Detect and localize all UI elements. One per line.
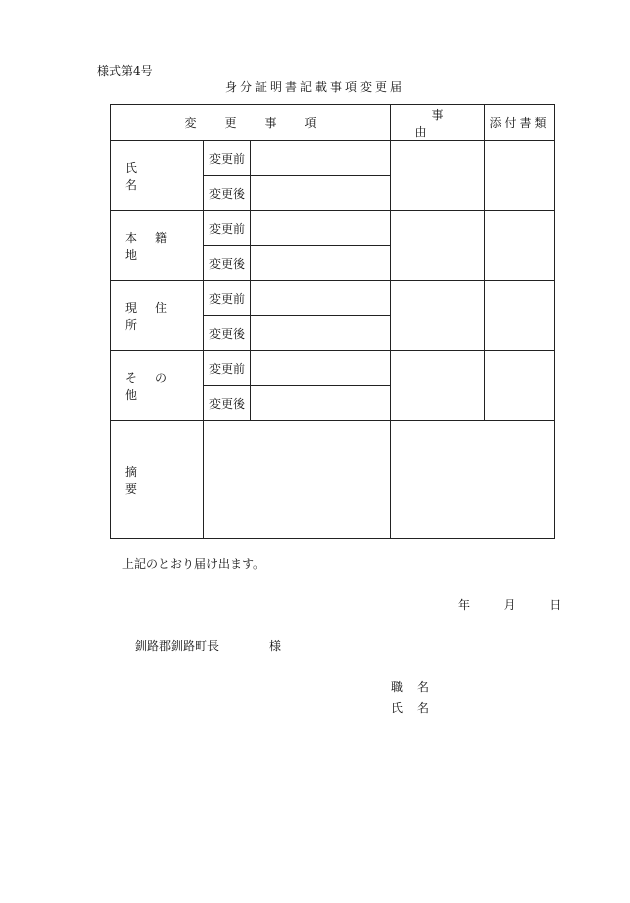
row-label-address: 現住所 (111, 281, 204, 351)
name-label: 氏名 (391, 701, 444, 715)
row-label-domicile: 本籍地 (111, 211, 204, 281)
header-change-items: 変更事項 (111, 105, 391, 141)
domicile-reason-field[interactable] (391, 211, 485, 281)
date-day-label: 日 (549, 598, 562, 612)
change-notification-table (110, 104, 555, 539)
domicile-attachments-field[interactable] (485, 211, 555, 281)
date-month-label: 月 (503, 598, 516, 612)
document-title: 身分証明書記載事項変更届 (224, 80, 405, 94)
address-reason-field[interactable] (391, 281, 485, 351)
before-label: 変更前 (204, 281, 251, 316)
before-label: 変更前 (204, 351, 251, 386)
address-before-field[interactable] (251, 281, 391, 316)
address-after-field[interactable] (251, 316, 391, 351)
other-attachments-field[interactable] (485, 351, 555, 421)
name-attachments-field[interactable] (485, 141, 555, 211)
declaration-statement: 上記のとおり届け出ます。 (122, 557, 266, 571)
address-attachments-field[interactable] (485, 281, 555, 351)
after-label: 変更後 (204, 176, 251, 211)
other-after-field[interactable] (251, 386, 391, 421)
other-reason-field[interactable] (391, 351, 485, 421)
row-label-name: 氏名 (111, 141, 204, 211)
header-attachments: 添付書類 (485, 105, 555, 141)
other-before-field[interactable] (251, 351, 391, 386)
date-year-label: 年 (458, 598, 471, 612)
after-label: 変更後 (204, 246, 251, 281)
recipient-line (135, 637, 281, 654)
name-after-field[interactable] (251, 176, 391, 211)
position-label: 職名 (391, 680, 444, 694)
before-label: 変更前 (204, 141, 251, 176)
memo-label: 摘要 (111, 421, 204, 539)
name-before-field[interactable] (251, 141, 391, 176)
header-reason: 事由 (391, 105, 485, 141)
recipient-honorific: 様 (269, 639, 282, 653)
date-line (458, 596, 561, 613)
form-number: 様式第4号 (97, 64, 153, 78)
domicile-before-field[interactable] (251, 211, 391, 246)
before-label: 変更前 (204, 211, 251, 246)
domicile-after-field[interactable] (251, 246, 391, 281)
after-label: 変更後 (204, 386, 251, 421)
after-label: 変更後 (204, 316, 251, 351)
name-reason-field[interactable] (391, 141, 485, 211)
recipient-name: 釧路郡釧路町長 (135, 639, 220, 653)
row-label-other: その他 (111, 351, 204, 421)
memo-field[interactable] (204, 421, 391, 539)
memo-extra-field[interactable] (391, 421, 555, 539)
